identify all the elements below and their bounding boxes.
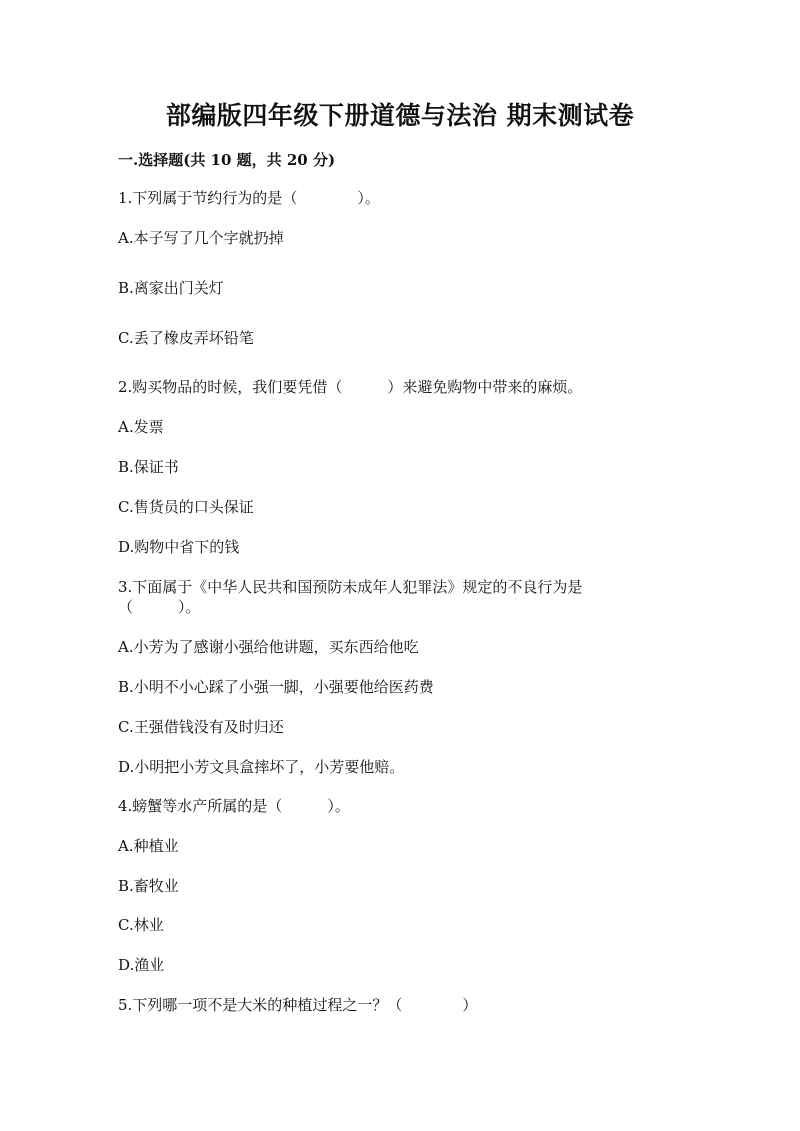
question-option: B.畜牧业 <box>118 877 179 895</box>
question-stem: 5.下列哪一项不是大米的种植过程之一？（ ） <box>118 996 478 1014</box>
question-stem: 2.购买物品的时候，我们要凭借（ ）来避免购物中带来的麻烦。 <box>118 378 583 396</box>
question-option: C.售货员的口头保证 <box>118 498 254 516</box>
question-option: B.离家出门关灯 <box>118 279 224 297</box>
question-stem-continued: （ ）。 <box>118 598 201 616</box>
question-option: D.购物中省下的钱 <box>118 538 240 556</box>
question-stem: 1.下列属于节约行为的是（ ）。 <box>118 189 380 207</box>
question-option: A.发票 <box>118 418 164 436</box>
question-option: B.小明不小心踩了小强一脚，小强要他给医药费 <box>118 678 434 696</box>
question-option: C.林业 <box>118 916 164 934</box>
question-stem: 3.下面属于《中华人民共和国预防未成年人犯罪法》规定的不良行为是 <box>118 578 583 596</box>
question-option: A.本子写了几个字就扔掉 <box>118 229 284 247</box>
question-option: B.保证书 <box>118 458 179 476</box>
question-option: C.王强借钱没有及时归还 <box>118 718 284 736</box>
question-option: A.小芳为了感谢小强给他讲题，买东西给他吃 <box>118 638 419 656</box>
section-heading: 一.选择题(共 10 题，共 20 分) <box>118 151 336 169</box>
question-option: C.丢了橡皮弄坏铅笔 <box>118 329 254 347</box>
question-option: D.渔业 <box>118 956 165 974</box>
page-title: 部编版四年级下册道德与法治 期末测试卷 <box>165 101 635 130</box>
question-option: A.种植业 <box>118 837 179 855</box>
question-stem: 4.螃蟹等水产所属的是（ ）。 <box>118 797 350 815</box>
question-option: D.小明把小芳文具盒摔坏了，小芳要他赔。 <box>118 758 405 776</box>
